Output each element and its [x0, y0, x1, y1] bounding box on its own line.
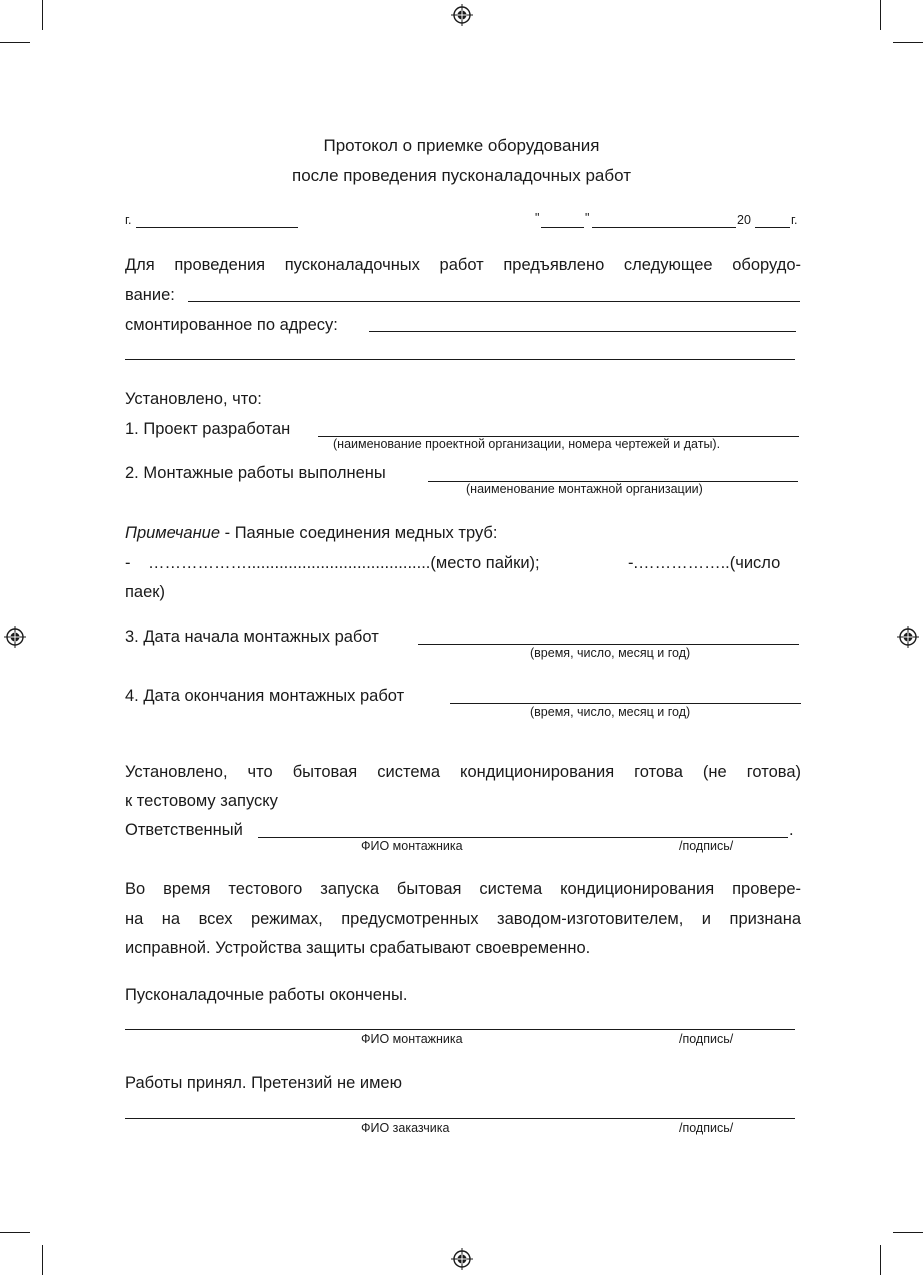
- start-date-label: 3. Дата начала монтажных работ: [125, 628, 379, 646]
- registration-mark-left-icon: [4, 626, 26, 648]
- registration-mark-right-icon: [897, 626, 919, 648]
- customer-signature-field[interactable]: [125, 1118, 795, 1119]
- installation-done-label: 2. Монтажные работы выполнены: [125, 464, 386, 482]
- document-title-line2: после проведения пусконаладочных работ: [292, 166, 631, 185]
- day-field[interactable]: [541, 227, 584, 228]
- intro-line3: смонтированное по адресу:: [125, 316, 338, 334]
- installer-signature-caption: /подпись/: [679, 1032, 734, 1046]
- address-field[interactable]: [369, 331, 796, 332]
- equipment-field[interactable]: [188, 301, 800, 302]
- end-date-field[interactable]: [450, 703, 801, 704]
- crop-mark-top-left-h: [0, 42, 30, 43]
- note-text: - Паяные соединения медных труб:: [220, 524, 498, 542]
- intro-line1: Для проведения пусконаладочных работ предъявлено следующее оборудо-: [125, 256, 801, 274]
- test-line2: на на всех режимах, предусмотренных заводом-изготовителем, и признана: [125, 910, 801, 928]
- registration-mark-bottom-icon: [451, 1248, 473, 1270]
- crop-mark-bottom-left-v: [42, 1245, 43, 1275]
- date-open-quote: ": [535, 211, 540, 225]
- customer-fio-caption: ФИО заказчика: [361, 1121, 450, 1135]
- end-date-label: 4. Дата окончания монтажных работ: [125, 687, 405, 705]
- note-paragraph: [125, 523, 497, 543]
- crop-mark-top-right-h: [893, 42, 923, 43]
- responsible-label: Ответственный: [125, 821, 243, 839]
- crop-mark-bottom-left-h: [0, 1232, 30, 1233]
- address-field-continued[interactable]: [125, 359, 795, 360]
- acceptance-text: Работы принял. Претензий не имею: [125, 1074, 402, 1092]
- registration-mark-top-icon: [451, 4, 473, 26]
- established-heading: Установлено, что:: [125, 390, 262, 408]
- crop-mark-bottom-right-v: [880, 1245, 881, 1275]
- note-continuation: паек): [125, 583, 166, 601]
- year-field[interactable]: [755, 227, 790, 228]
- year-suffix: г.: [791, 213, 798, 227]
- test-line1: Во время тестового запуска бытовая система кондиционирования провере-: [125, 880, 801, 898]
- start-date-field[interactable]: [418, 644, 799, 645]
- intro-line2: вание:: [125, 286, 175, 304]
- responsible-signature-caption: /подпись/: [679, 839, 734, 853]
- end-date-caption: (время, число, месяц и год): [530, 705, 691, 719]
- date-close-quote: ": [585, 211, 590, 225]
- responsible-fio-caption: ФИО монтажника: [361, 839, 463, 853]
- crop-mark-bottom-right-h: [893, 1232, 923, 1233]
- responsible-field[interactable]: [258, 837, 788, 838]
- start-date-caption: (время, число, месяц и год): [530, 646, 691, 660]
- project-developed-label: 1. Проект разработан: [125, 420, 291, 438]
- document-title-line1: Протокол о приемке оборудования: [323, 136, 600, 155]
- solder-place-dots: ………………........................................(место пайки);: [148, 554, 540, 572]
- customer-signature-caption: /подпись/: [679, 1121, 734, 1135]
- crop-mark-top-right-v: [880, 0, 881, 30]
- test-line3: исправной. Устройства защиты срабатывают своевременно.: [125, 939, 591, 957]
- responsible-period: .: [789, 821, 794, 839]
- completion-text: Пусконаладочные работы окончены.: [125, 986, 408, 1004]
- project-organization-caption: (наименование проектной организации, номера чертежей и даты).: [333, 437, 721, 451]
- readiness-line2: к тестовому запуску: [125, 792, 278, 810]
- city-field[interactable]: [136, 227, 298, 228]
- city-prefix: г.: [125, 213, 132, 227]
- year-prefix: 20: [737, 213, 751, 227]
- installation-organization-caption: (наименование монтажной организации): [466, 482, 703, 496]
- crop-mark-top-left-v: [42, 0, 43, 30]
- month-field[interactable]: [592, 227, 736, 228]
- installer-signature-field[interactable]: [125, 1029, 795, 1030]
- readiness-line1: Установлено, что бытовая система кондиционирования готова (не готова): [125, 763, 801, 781]
- solder-count-dots: -.……………..(число: [628, 554, 781, 572]
- note-dash: -: [125, 554, 131, 572]
- note-title: Примечание: [125, 524, 221, 542]
- installer-fio-caption: ФИО монтажника: [361, 1032, 463, 1046]
